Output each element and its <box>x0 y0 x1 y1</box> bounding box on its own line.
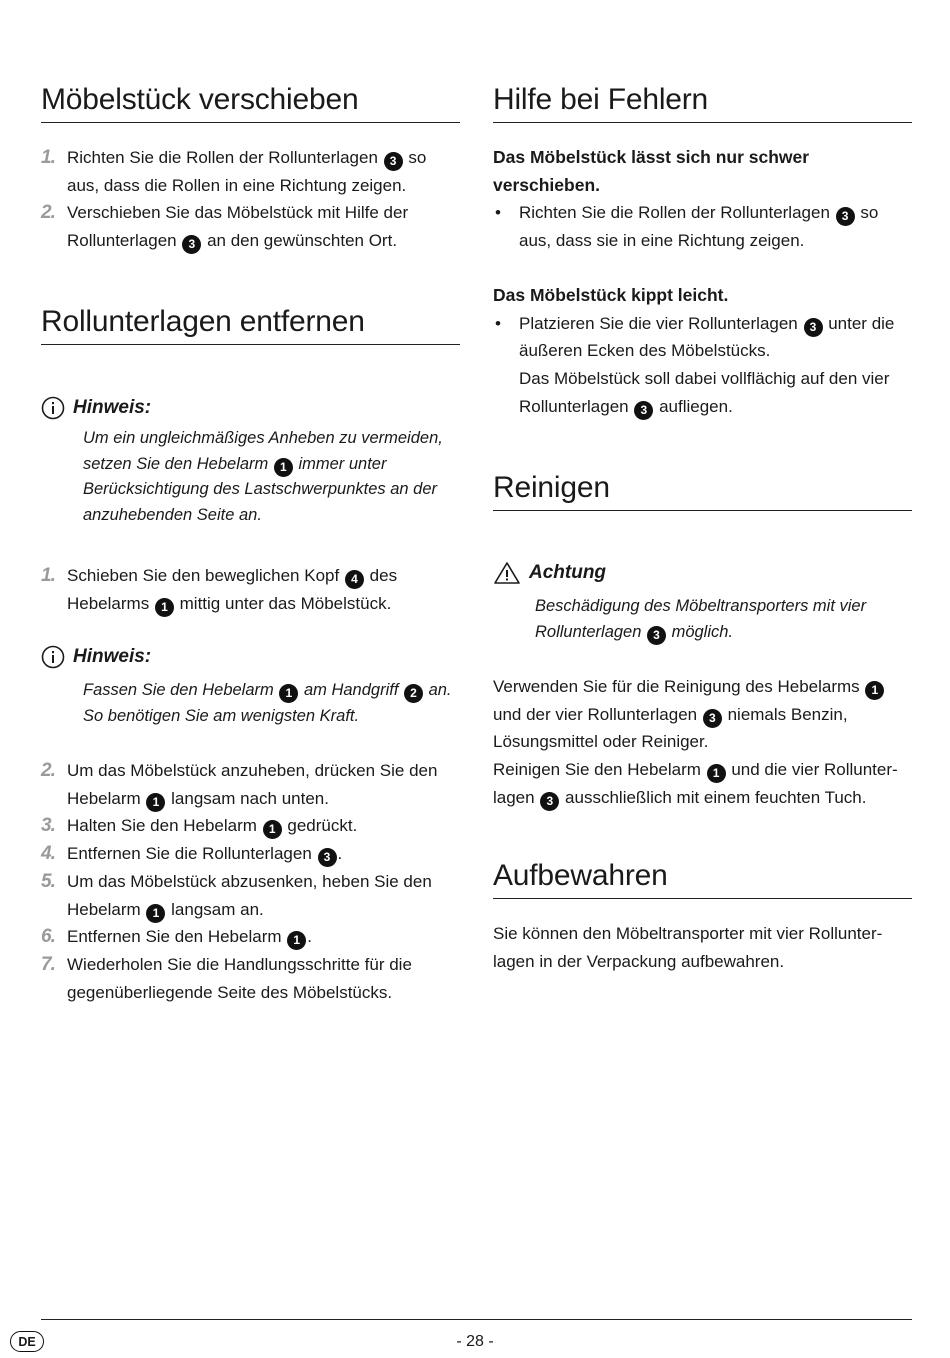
info-icon <box>41 396 65 420</box>
callout-badge: 1 <box>263 820 282 839</box>
info-icon <box>41 645 65 669</box>
callout-badge: 3 <box>836 207 855 226</box>
solution-2: • Platzieren Sie die vier Rollunterlagen 3 unter die äußeren Ecken des Möbelstücks. Das Möbelstück soll dabei vollflächig auf den vier Rollunterlagen 3 aufliegen. <box>493 310 912 421</box>
callout-badge: 1 <box>274 458 293 477</box>
callout-badge: 3 <box>804 318 823 337</box>
section-title-store: Aufbewahren <box>493 858 912 899</box>
remove-step-6: 6. Entfernen Sie den Hebelarm 1 . <box>41 923 460 951</box>
store-text: Sie können den Möbeltransporter mit vier Rollunter-lagen in der Verpackung aufbewahren. <box>493 924 883 971</box>
remove-step-4: 4. Entfernen Sie die Rollunterlagen 3 . <box>41 840 460 868</box>
clean-section <box>493 470 912 511</box>
remove-step-5: 5. Um das Möbelstück abzusenken, heben Sie den Hebelarm 1 langsam an. <box>41 868 460 923</box>
note-label: Hinweis: <box>73 397 152 418</box>
problem-1: Das Möbelstück lässt sich nur schwer verschieben. <box>493 147 810 195</box>
callout-badge: 1 <box>146 904 165 923</box>
note-label: Hinweis: <box>73 646 152 667</box>
section-title-clean: Reinigen <box>493 470 912 511</box>
move-step-2: 2. Verschieben Sie das Möbelstück mit Hilfe der Rollunterlagen 3 an den gewünschten Ort. <box>41 199 460 254</box>
callout-badge: 1 <box>865 681 884 700</box>
note-2 <box>41 644 460 729</box>
callout-badge: 3 <box>703 709 722 728</box>
callout-badge: 1 <box>279 684 298 703</box>
callout-badge: 3 <box>384 152 403 171</box>
callout-badge: 3 <box>318 848 337 867</box>
callout-badge: 4 <box>345 570 364 589</box>
bullet-icon: • <box>495 313 501 333</box>
remove-step-3: 3. Halten Sie den Hebelarm 1 gedrückt. <box>41 812 460 840</box>
remove-section <box>41 304 460 345</box>
section-title-help: Hilfe bei Fehlern <box>493 82 912 123</box>
callout-badge: 3 <box>634 401 653 420</box>
warning-label: Achtung <box>529 562 607 583</box>
remove-step-1: 1. Schieben Sie den beweglichen Kopf 4 des Hebelarms 1 mittig unter das Möbelstück. <box>41 562 460 617</box>
clean-text: Verwenden Sie für die Reinigung des Hebelarms 1 und der vier Rollunterlagen 3 niemals Benzin, Lösungsmittel oder Reiniger. Reinigen Sie den Hebelarm 1 und die vier Rollunter-lagen 3 ausschließlich mit einem feuchten Tuch. <box>493 673 912 812</box>
move-step-1: 1. Richten Sie die Rollen der Rollunterlagen 3 so aus, dass die Rollen in eine Richtung zeigen. <box>41 147 427 195</box>
left-column <box>41 82 460 255</box>
callout-badge: 1 <box>707 764 726 783</box>
callout-badge: 3 <box>540 792 559 811</box>
language-badge: DE <box>10 1331 44 1352</box>
note-1 <box>41 395 460 528</box>
callout-badge: 1 <box>146 793 165 812</box>
warning-block <box>493 560 912 645</box>
remove-step-2: 2. Um das Möbelstück anzuheben, drücken Sie den Hebelarm 1 langsam nach unten. <box>41 757 460 812</box>
bullet-icon: • <box>495 203 501 223</box>
note-2-text: Fassen Sie den Hebelarm 1 am Handgriff 2 an. So benötigen Sie am wenigsten Kraft. <box>83 681 452 725</box>
problem-2: Das Möbelstück kippt leicht. <box>493 284 729 305</box>
remove-steps <box>41 757 460 1006</box>
callout-badge: 2 <box>404 684 423 703</box>
store-section <box>493 858 912 975</box>
note-1-text: Um ein ungleichmäßiges Anheben zu vermeiden, setzen Sie den Hebelarm 1 immer unter Berücksichtigung des Lastschwerpunktes an der anzuhebenden Seite an. <box>83 429 443 524</box>
page-number: - 28 - <box>456 1333 494 1350</box>
help-section <box>493 82 912 420</box>
callout-badge: 1 <box>155 598 174 617</box>
remove-step-7: 7. Wiederholen Sie die Handlungsschritte für die gegenüberliegende Seite des Möbelstücks. <box>41 953 412 1002</box>
warning-text: Beschädigung des Möbeltransporters mit vier Rollunterlagen 3 möglich. <box>493 594 912 645</box>
callout-badge: 1 <box>287 931 306 950</box>
solution-1: • Richten Sie die Rollen der Rollunterlagen 3 so aus, dass sie in eine Richtung zeigen. <box>493 199 912 254</box>
section-title-move: Möbelstück verschieben <box>41 82 460 123</box>
warning-icon <box>493 561 521 585</box>
footer-divider <box>41 1319 912 1320</box>
callout-badge: 3 <box>647 626 666 645</box>
section-title-remove: Rollunterlagen entfernen <box>41 304 460 345</box>
callout-badge: 3 <box>182 235 201 254</box>
